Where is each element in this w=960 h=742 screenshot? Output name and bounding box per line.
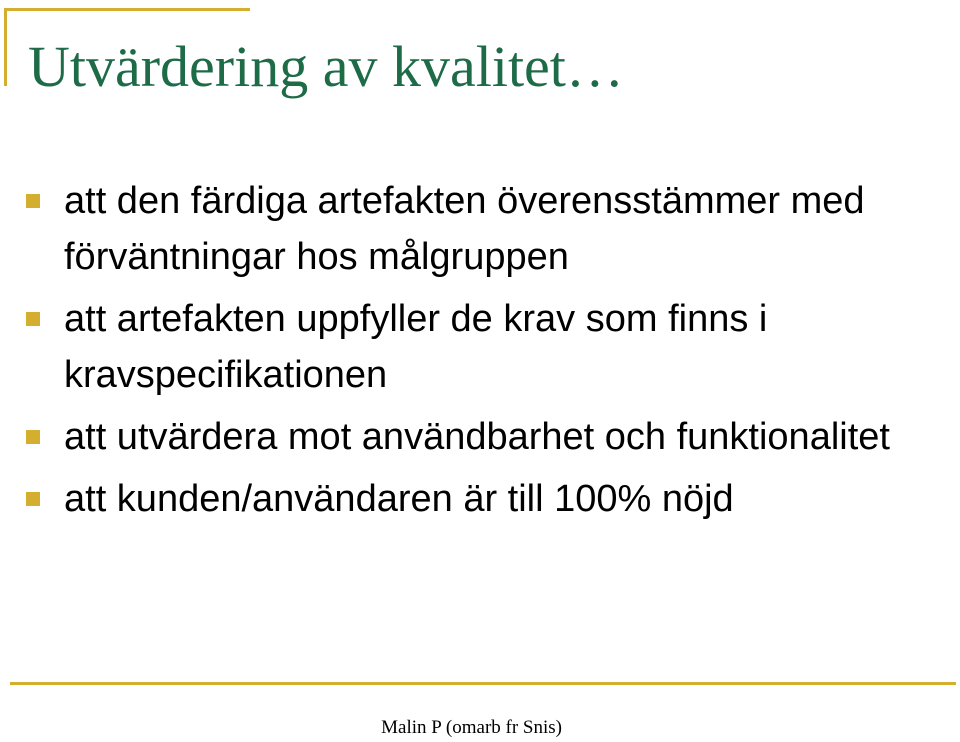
slide-title: Utvärdering av kvalitet… bbox=[28, 34, 624, 99]
bullet-item bbox=[0, 173, 924, 285]
square-bullet-icon bbox=[26, 430, 40, 444]
bullet-item bbox=[0, 291, 924, 403]
bullet-text: att kunden/användaren är till 100% nöjd bbox=[64, 478, 734, 520]
corner-frame-vertical bbox=[4, 8, 7, 86]
footer-divider bbox=[10, 682, 956, 685]
bullet-item bbox=[0, 471, 924, 527]
bullet-text: att den färdiga artefakten överensstämmer med förväntningar hos målgruppen bbox=[64, 180, 865, 278]
square-bullet-icon bbox=[26, 194, 40, 208]
bullet-list bbox=[0, 173, 924, 533]
footer-author: Malin P (omarb fr Snis) bbox=[381, 717, 562, 738]
bullet-text: att artefakten uppfyller de krav som finns i kravspecifikationen bbox=[64, 298, 768, 396]
corner-frame-horizontal bbox=[4, 8, 250, 11]
bullet-item bbox=[0, 409, 924, 465]
square-bullet-icon bbox=[26, 312, 40, 326]
bullet-text: att utvärdera mot användbarhet och funktionalitet bbox=[64, 416, 890, 458]
square-bullet-icon bbox=[26, 492, 40, 506]
